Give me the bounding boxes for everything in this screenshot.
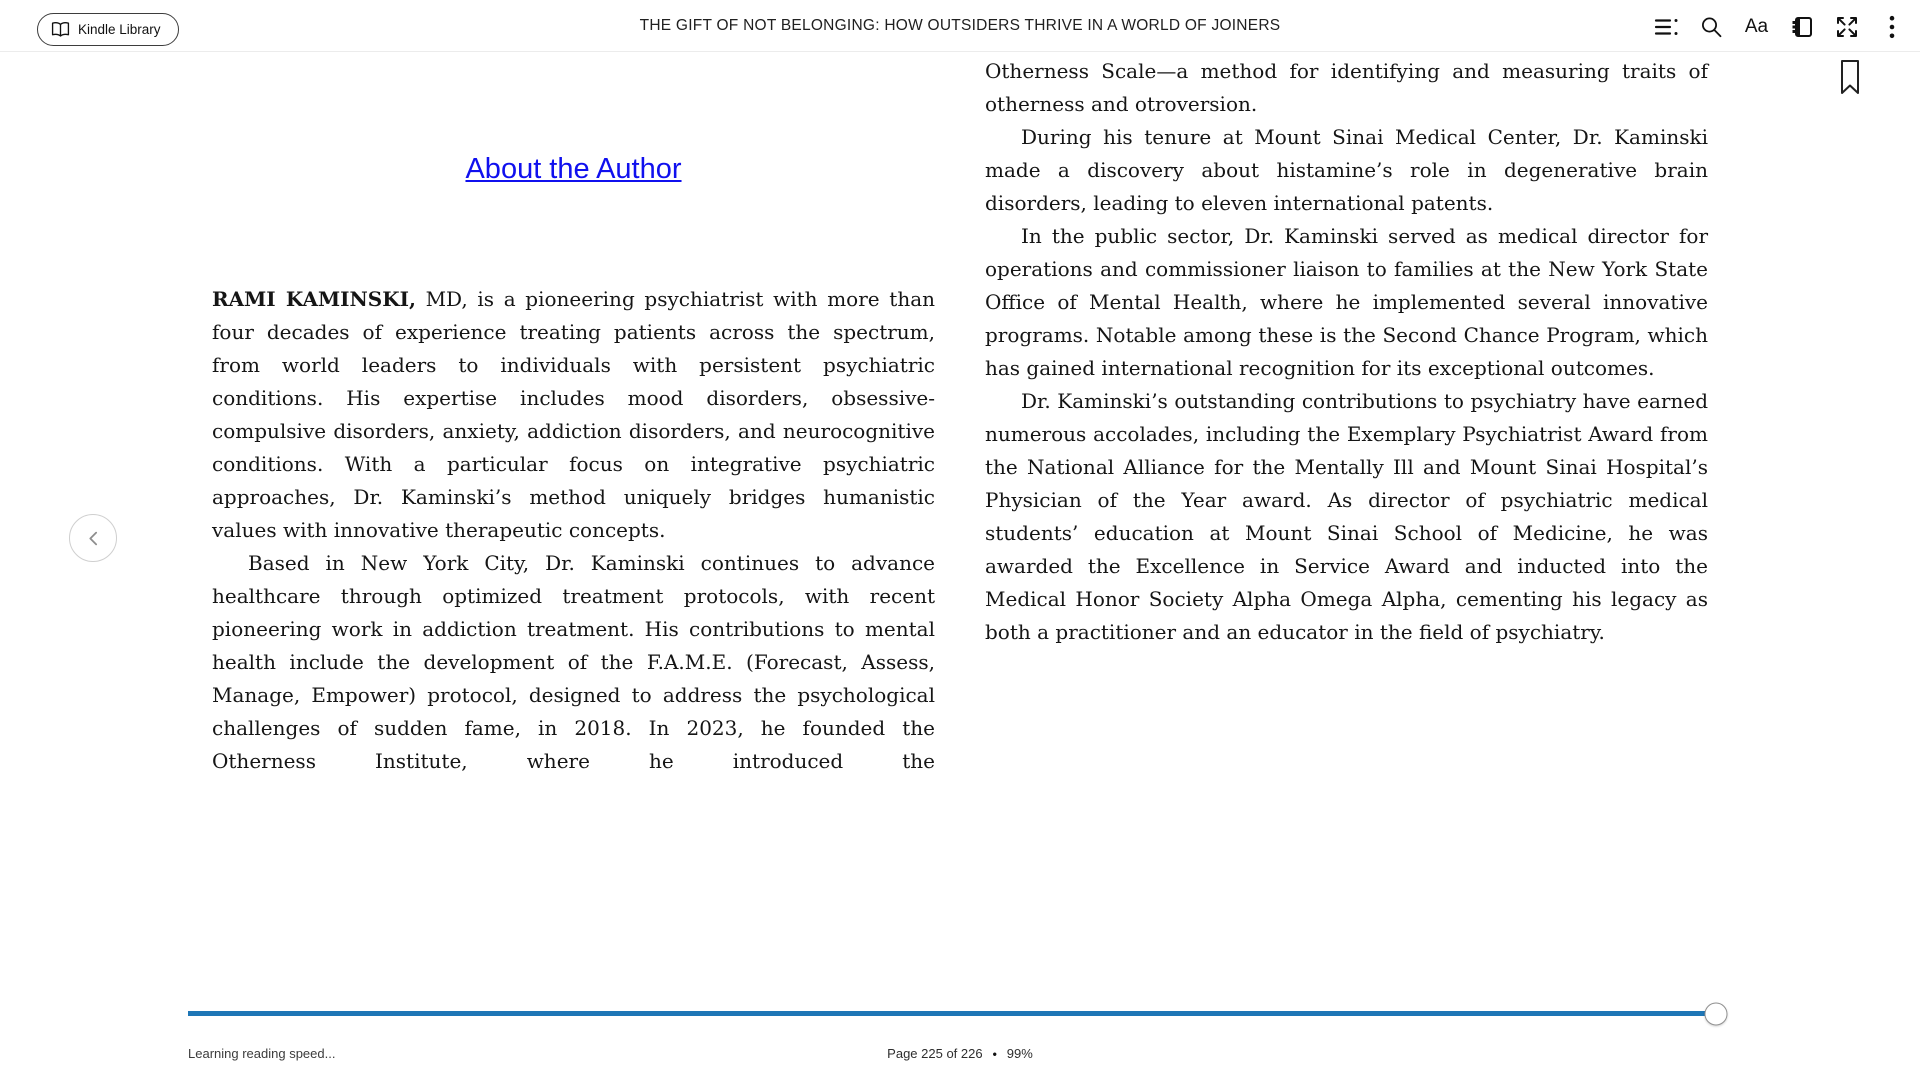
book-title: THE GIFT OF NOT BELONGING: HOW OUTSIDERS THRIVE IN A WORLD OF JOINERS <box>639 17 1281 34</box>
toc-menu-icon[interactable] <box>1644 9 1689 45</box>
previous-page-button[interactable] <box>69 514 117 562</box>
paragraph: Dr. Kaminski’s outstanding contributions to psychiatry have earned numerous accolades, including the Exemplary Psychiatrist Award from the National Alliance for the Mentally Ill and Mount Sinai Hospital’s Physician of the Year award. As director of psychiatric medical students’ education at Mount Sinai School of Medicine, he was awarded the Excellence in Service Award and inducted into the Medical Honor Society Alpha Omega Alpha, cementing his legacy as both a practitioner and an educator in the field of psychiatry. <box>985 389 1708 644</box>
open-book-icon <box>51 21 70 38</box>
reading-speed-status: Learning reading speed... <box>188 1046 336 1061</box>
paragraph-text: Based in New York City, Dr. Kaminski continues to advance healthcare through optimized treatment protocols, with recent pioneering work in addiction treatment. His contributions to mental health include the development of the F.A.M.E. (Forecast, Assess, Manage, Empower) protocol, designed to address the psychological challenges of sudden fame, in 2018. In 2023, he founded the Otherness Institute, where he introduced the <box>212 551 935 773</box>
paragraph <box>212 547 935 778</box>
reader-toolbar <box>1644 9 1914 45</box>
left-page-column <box>212 0 935 778</box>
chapter-heading-link[interactable]: About the Author <box>465 153 682 185</box>
author-paragraph <box>212 283 935 547</box>
bookmark-icon[interactable] <box>1840 60 1860 95</box>
paragraph: In the public sector, Dr. Kaminski served as medical director for operations and commissioner liaison to families at the New York State Office of Mental Health, where he implemented several innovative programs. Notable among these is the Second Chance Program, which has gained international recognition for its exceptional outcomes. <box>985 224 1708 380</box>
chevron-left-icon <box>85 530 102 547</box>
author-name-lead: RAMI KAMINSKI, <box>212 287 416 311</box>
fullscreen-icon[interactable] <box>1824 9 1869 45</box>
font-settings-icon[interactable] <box>1734 9 1779 45</box>
kindle-library-label: Kindle Library <box>78 22 161 37</box>
progress-fill <box>188 1011 1716 1016</box>
paragraph: During his tenure at Mount Sinai Medical Center, Dr. Kaminski made a discovery about histamine’s role in degenerative brain disorders, leading to eleven international patents. <box>985 125 1708 215</box>
percent-read: 99% <box>1006 1046 1033 1061</box>
reading-progress-slider[interactable] <box>188 1011 1731 1016</box>
paragraph-text: MD, is a pioneering psychiatrist with more than four decades of experience treating patients across the spectrum, from world leaders to individuals with persistent psychiatric conditions. His expertise includes mood disorders, obsessive-compulsive disorders, anxiety, addiction disorders, and neurocognitive conditions. With a particular focus on integrative psychiatric approaches, Dr. Kaminski’s method uniquely bridges humanistic values with innovative therapeutic concepts. <box>212 287 936 542</box>
font-settings-label: Aa <box>1744 16 1769 37</box>
paragraph: Otherness Scale—a method for identifying and measuring traits of otherness and otroversion. <box>985 59 1708 116</box>
page-info: Page 225 of 226 <box>887 1046 983 1061</box>
kindle-library-button[interactable] <box>37 13 179 46</box>
search-icon[interactable] <box>1689 9 1734 45</box>
progress-knob[interactable] <box>1704 1002 1727 1025</box>
page-position-info <box>0 1046 1920 1061</box>
more-options-icon[interactable] <box>1869 9 1914 45</box>
separator-dot: • <box>992 1047 997 1061</box>
notebook-icon[interactable] <box>1779 9 1824 45</box>
right-page-column <box>985 55 1708 649</box>
